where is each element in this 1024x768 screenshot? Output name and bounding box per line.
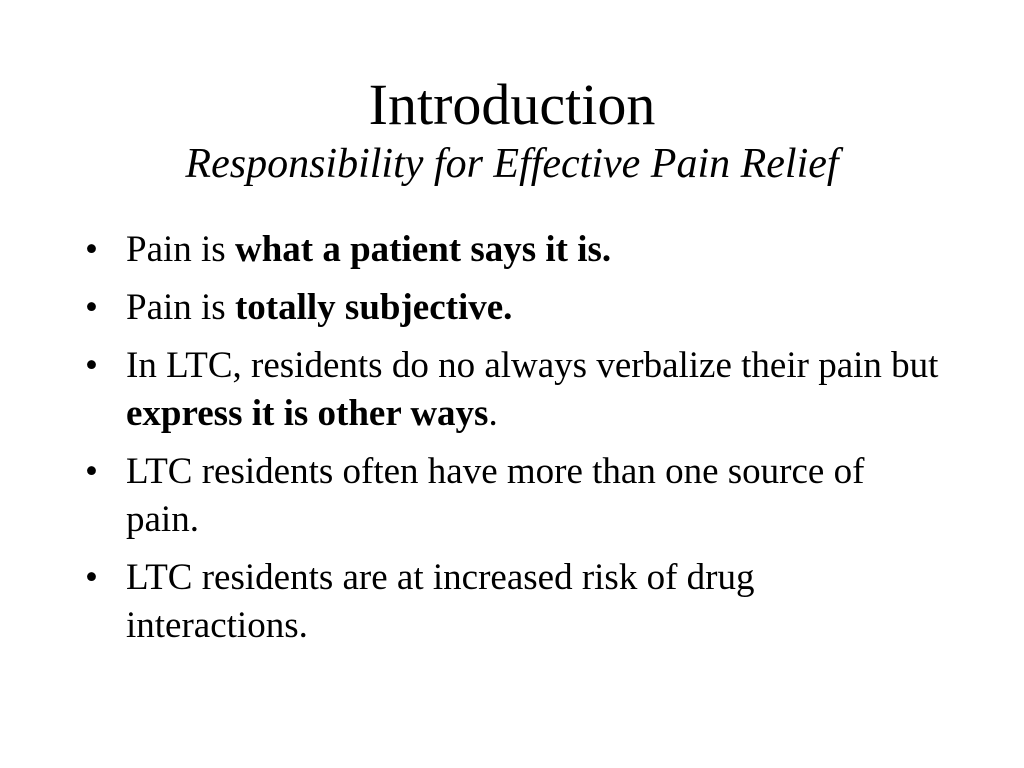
bullet-item [82, 284, 942, 332]
bullet-icon: • [85, 229, 98, 270]
bullet-icon: • [85, 287, 98, 328]
bullet-emphasis: express it is other ways [126, 393, 489, 434]
bullet-suffix: . [488, 393, 498, 434]
bullet-emphasis: what a patient says it is. [234, 229, 612, 270]
bullet-item [82, 448, 942, 544]
bullet-text: Pain is [126, 287, 235, 328]
bullet-icon: • [85, 557, 98, 598]
bullet-icon: • [85, 345, 98, 386]
bullet-item [82, 342, 942, 438]
bullet-text: LTC residents are at increased risk of drug interactions. [126, 557, 755, 646]
bullet-text: Pain is [126, 229, 235, 270]
slide-subtitle: Responsibility for Effective Pain Relief [185, 141, 839, 187]
bullet-text: LTC residents often have more than one source of pain. [126, 451, 865, 540]
bullet-item [82, 554, 942, 650]
bullet-text: In LTC, residents do no always verbalize their pain but [126, 345, 939, 386]
bullet-emphasis: totally subjective. [234, 287, 513, 328]
bullet-item [82, 226, 942, 274]
bullet-icon: • [85, 451, 98, 492]
slide-title: Introduction [368, 72, 656, 137]
bullet-list [82, 226, 942, 660]
title-block [0, 72, 1024, 190]
